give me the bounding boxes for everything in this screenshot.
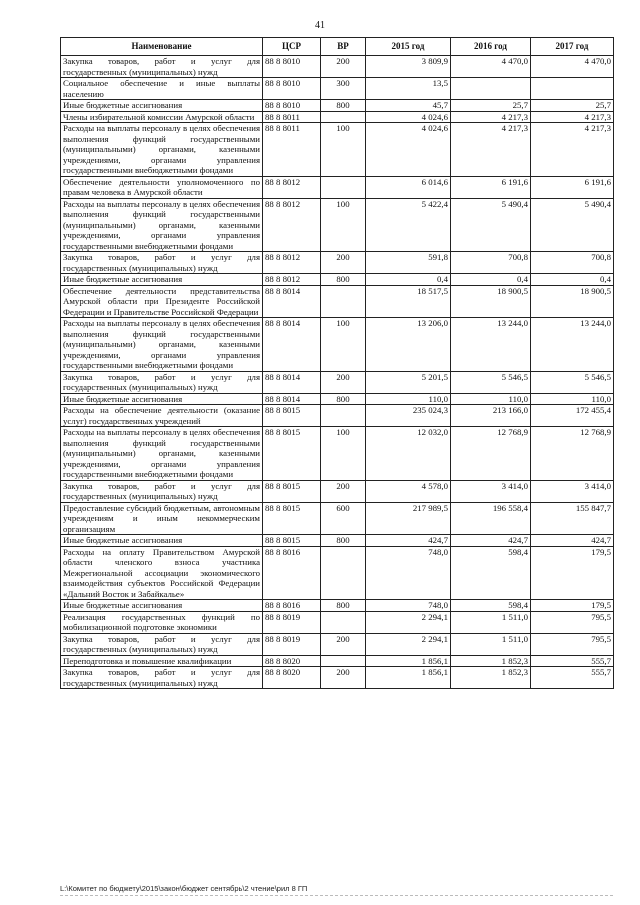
row-name-cell: Иные бюджетные ассигнования bbox=[61, 535, 263, 547]
row-vr-cell bbox=[321, 611, 366, 633]
row-csr-cell: 88 8 8020 bbox=[263, 667, 321, 689]
row-vr-cell: 200 bbox=[321, 56, 366, 78]
row-csr-cell: 88 8 8014 bbox=[263, 318, 321, 372]
row-csr-cell: 88 8 8012 bbox=[263, 176, 321, 198]
row-name-cell: Закупка товаров, работ и услуг для государственных (муниципальных) нужд bbox=[61, 480, 263, 502]
row-name-cell: Расходы на обеспечение деятельности (оказание услуг) государственных учреждений bbox=[61, 405, 263, 427]
row-2015-cell: 13,5 bbox=[366, 78, 451, 100]
table-row bbox=[61, 502, 614, 535]
table-row bbox=[61, 274, 614, 286]
row-vr-cell: 800 bbox=[321, 274, 366, 286]
row-2016-cell: 196 558,4 bbox=[451, 502, 531, 535]
row-csr-cell: 88 8 8010 bbox=[263, 56, 321, 78]
row-name-cell: Обеспечение деятельности представительства Амурской области при Президенте Российской Федерации и Правительстве Российской Федерации bbox=[61, 285, 263, 318]
row-2015-cell: 748,0 bbox=[366, 600, 451, 612]
row-2016-cell: 18 900,5 bbox=[451, 285, 531, 318]
row-csr-cell: 88 8 8012 bbox=[263, 274, 321, 286]
row-vr-cell: 600 bbox=[321, 502, 366, 535]
row-2016-cell: 4 470,0 bbox=[451, 56, 531, 78]
row-2016-cell: 3 414,0 bbox=[451, 480, 531, 502]
row-2016-cell: 1 852,3 bbox=[451, 655, 531, 667]
row-2015-cell: 235 024,3 bbox=[366, 405, 451, 427]
row-name-cell: Иные бюджетные ассигнования bbox=[61, 393, 263, 405]
table-row bbox=[61, 611, 614, 633]
table-row bbox=[61, 633, 614, 655]
row-name-cell: Обеспечение деятельности уполномоченного по правам человека в Амурской области bbox=[61, 176, 263, 198]
row-2017-cell: 795,5 bbox=[531, 611, 614, 633]
table-row bbox=[61, 285, 614, 318]
row-2016-cell: 424,7 bbox=[451, 535, 531, 547]
row-name-cell: Расходы на выплаты персоналу в целях обеспечения выполнения функций государственными (муниципальными) органами, казенными учреждениями, органами управления государственными внебюджетными фондами bbox=[61, 198, 263, 252]
row-2015-cell: 5 201,5 bbox=[366, 371, 451, 393]
row-vr-cell: 800 bbox=[321, 393, 366, 405]
row-2016-cell: 5 546,5 bbox=[451, 371, 531, 393]
row-csr-cell: 88 8 8010 bbox=[263, 100, 321, 112]
row-2017-cell: 110,0 bbox=[531, 393, 614, 405]
row-2016-cell: 1 511,0 bbox=[451, 611, 531, 633]
table-row bbox=[61, 405, 614, 427]
row-csr-cell: 88 8 8015 bbox=[263, 427, 321, 481]
row-2016-cell: 110,0 bbox=[451, 393, 531, 405]
header-name: Наименование bbox=[61, 38, 263, 56]
row-vr-cell: 800 bbox=[321, 535, 366, 547]
row-2016-cell: 700,8 bbox=[451, 252, 531, 274]
row-vr-cell: 300 bbox=[321, 78, 366, 100]
row-2015-cell: 217 989,5 bbox=[366, 502, 451, 535]
row-2017-cell: 3 414,0 bbox=[531, 480, 614, 502]
row-name-cell: Предоставление субсидий бюджетным, автономным учреждениям и иным некоммерческим организациям bbox=[61, 502, 263, 535]
row-vr-cell bbox=[321, 546, 366, 600]
file-path-footer: L:\Комитет по бюджету\2015\закон\бюджет сентябрь\2 чтение\рил 8 ГП bbox=[60, 884, 308, 893]
row-2017-cell: 700,8 bbox=[531, 252, 614, 274]
row-2015-cell: 18 517,5 bbox=[366, 285, 451, 318]
row-csr-cell: 88 8 8016 bbox=[263, 546, 321, 600]
row-vr-cell bbox=[321, 285, 366, 318]
row-2017-cell: 155 847,7 bbox=[531, 502, 614, 535]
row-name-cell: Расходы на выплаты персоналу в целях обеспечения выполнения функций государственными (муниципальными) органами, казенными учреждениями, органами управления государственными внебюджетными фондами bbox=[61, 427, 263, 481]
row-2017-cell: 424,7 bbox=[531, 535, 614, 547]
row-2016-cell: 12 768,9 bbox=[451, 427, 531, 481]
header-csr: ЦСР bbox=[263, 38, 321, 56]
row-2017-cell: 179,5 bbox=[531, 546, 614, 600]
row-2016-cell: 4 217,3 bbox=[451, 123, 531, 177]
row-name-cell: Расходы на выплаты персоналу в целях обеспечения выполнения функций государственными (муниципальными) органами, казенными учреждениями, органами управления государственными внебюджетными фондами bbox=[61, 318, 263, 372]
row-2017-cell: 13 244,0 bbox=[531, 318, 614, 372]
row-name-cell: Члены избирательной комиссии Амурской области bbox=[61, 111, 263, 123]
table-row bbox=[61, 600, 614, 612]
row-csr-cell: 88 8 8011 bbox=[263, 111, 321, 123]
row-csr-cell: 88 8 8015 bbox=[263, 535, 321, 547]
row-vr-cell: 200 bbox=[321, 480, 366, 502]
table-row bbox=[61, 546, 614, 600]
row-2016-cell: 1 852,3 bbox=[451, 667, 531, 689]
row-csr-cell: 88 8 8012 bbox=[263, 198, 321, 252]
row-2015-cell: 110,0 bbox=[366, 393, 451, 405]
table-row bbox=[61, 480, 614, 502]
row-2016-cell: 6 191,6 bbox=[451, 176, 531, 198]
row-vr-cell: 800 bbox=[321, 600, 366, 612]
row-csr-cell: 88 8 8016 bbox=[263, 600, 321, 612]
row-name-cell: Закупка товаров, работ и услуг для государственных (муниципальных) нужд bbox=[61, 371, 263, 393]
row-csr-cell: 88 8 8014 bbox=[263, 371, 321, 393]
row-name-cell: Закупка товаров, работ и услуг для государственных (муниципальных) нужд bbox=[61, 633, 263, 655]
row-vr-cell: 200 bbox=[321, 667, 366, 689]
table-row bbox=[61, 123, 614, 177]
row-2016-cell: 5 490,4 bbox=[451, 198, 531, 252]
table-row bbox=[61, 252, 614, 274]
row-vr-cell bbox=[321, 655, 366, 667]
row-2017-cell: 555,7 bbox=[531, 655, 614, 667]
row-2016-cell: 25,7 bbox=[451, 100, 531, 112]
row-2017-cell: 5 490,4 bbox=[531, 198, 614, 252]
row-name-cell: Расходы на выплаты персоналу в целях обеспечения выполнения функций государственными (муниципальными) органами, казенными учреждениями, органами управления государственными внебюджетными фондами bbox=[61, 123, 263, 177]
table-row bbox=[61, 318, 614, 372]
row-2015-cell: 0,4 bbox=[366, 274, 451, 286]
row-2015-cell: 5 422,4 bbox=[366, 198, 451, 252]
row-2015-cell: 1 856,1 bbox=[366, 667, 451, 689]
page-number: 41 bbox=[315, 20, 325, 31]
row-2015-cell: 591,8 bbox=[366, 252, 451, 274]
row-name-cell: Закупка товаров, работ и услуг для государственных (муниципальных) нужд bbox=[61, 252, 263, 274]
row-name-cell: Реализация государственных функций по мобилизационной подготовке экономики bbox=[61, 611, 263, 633]
row-vr-cell: 100 bbox=[321, 198, 366, 252]
row-csr-cell: 88 8 8015 bbox=[263, 502, 321, 535]
row-vr-cell bbox=[321, 405, 366, 427]
row-name-cell: Закупка товаров, работ и услуг для государственных (муниципальных) нужд bbox=[61, 56, 263, 78]
row-name-cell: Иные бюджетные ассигнования bbox=[61, 274, 263, 286]
row-2017-cell: 18 900,5 bbox=[531, 285, 614, 318]
budget-table bbox=[60, 37, 614, 689]
row-2015-cell: 2 294,1 bbox=[366, 611, 451, 633]
row-2017-cell: 6 191,6 bbox=[531, 176, 614, 198]
row-vr-cell: 100 bbox=[321, 123, 366, 177]
row-2015-cell: 4 578,0 bbox=[366, 480, 451, 502]
row-name-cell: Расходы на оплату Правительством Амурской области членского взноса участника Межрегиональной ассоциации экономического взаимодействия субъектов Российской Федерации «Дальний Восток и Забайкалье» bbox=[61, 546, 263, 600]
row-2017-cell: 4 217,3 bbox=[531, 123, 614, 177]
table-row bbox=[61, 78, 614, 100]
header-2015: 2015 год bbox=[366, 38, 451, 56]
table-row bbox=[61, 667, 614, 689]
row-name-cell: Иные бюджетные ассигнования bbox=[61, 100, 263, 112]
row-2017-cell: 555,7 bbox=[531, 667, 614, 689]
row-2017-cell: 12 768,9 bbox=[531, 427, 614, 481]
row-2015-cell: 748,0 bbox=[366, 546, 451, 600]
row-2015-cell: 4 024,6 bbox=[366, 111, 451, 123]
table-row bbox=[61, 100, 614, 112]
row-vr-cell bbox=[321, 111, 366, 123]
header-2017: 2017 год bbox=[531, 38, 614, 56]
row-vr-cell: 200 bbox=[321, 633, 366, 655]
row-2015-cell: 12 032,0 bbox=[366, 427, 451, 481]
header-2016: 2016 год bbox=[451, 38, 531, 56]
row-2017-cell: 5 546,5 bbox=[531, 371, 614, 393]
row-2015-cell: 1 856,1 bbox=[366, 655, 451, 667]
table-row bbox=[61, 56, 614, 78]
row-2015-cell: 424,7 bbox=[366, 535, 451, 547]
row-2017-cell: 172 455,4 bbox=[531, 405, 614, 427]
row-csr-cell: 88 8 8011 bbox=[263, 123, 321, 177]
row-2016-cell bbox=[451, 78, 531, 100]
row-2017-cell: 25,7 bbox=[531, 100, 614, 112]
row-2017-cell: 0,4 bbox=[531, 274, 614, 286]
row-2016-cell: 0,4 bbox=[451, 274, 531, 286]
table-row bbox=[61, 655, 614, 667]
header-vr: ВР bbox=[321, 38, 366, 56]
table-row bbox=[61, 393, 614, 405]
row-2017-cell: 179,5 bbox=[531, 600, 614, 612]
row-2015-cell: 4 024,6 bbox=[366, 123, 451, 177]
row-2015-cell: 2 294,1 bbox=[366, 633, 451, 655]
row-2015-cell: 13 206,0 bbox=[366, 318, 451, 372]
table-row bbox=[61, 371, 614, 393]
row-csr-cell: 88 8 8015 bbox=[263, 405, 321, 427]
row-2017-cell: 795,5 bbox=[531, 633, 614, 655]
row-2017-cell bbox=[531, 78, 614, 100]
row-2016-cell: 4 217,3 bbox=[451, 111, 531, 123]
row-name-cell: Социальное обеспечение и иные выплаты населению bbox=[61, 78, 263, 100]
row-vr-cell bbox=[321, 176, 366, 198]
table-row bbox=[61, 427, 614, 481]
table-row bbox=[61, 198, 614, 252]
header-row bbox=[61, 38, 614, 56]
row-csr-cell: 88 8 8014 bbox=[263, 285, 321, 318]
row-csr-cell: 88 8 8014 bbox=[263, 393, 321, 405]
row-2017-cell: 4 470,0 bbox=[531, 56, 614, 78]
row-vr-cell: 100 bbox=[321, 318, 366, 372]
row-2016-cell: 598,4 bbox=[451, 600, 531, 612]
row-vr-cell: 100 bbox=[321, 427, 366, 481]
row-csr-cell: 88 8 8019 bbox=[263, 611, 321, 633]
row-vr-cell: 200 bbox=[321, 371, 366, 393]
row-2016-cell: 1 511,0 bbox=[451, 633, 531, 655]
row-csr-cell: 88 8 8010 bbox=[263, 78, 321, 100]
row-csr-cell: 88 8 8020 bbox=[263, 655, 321, 667]
row-2016-cell: 13 244,0 bbox=[451, 318, 531, 372]
row-2015-cell: 6 014,6 bbox=[366, 176, 451, 198]
row-2016-cell: 213 166,0 bbox=[451, 405, 531, 427]
row-2015-cell: 3 809,9 bbox=[366, 56, 451, 78]
page-bottom-rule bbox=[60, 895, 613, 896]
row-2017-cell: 4 217,3 bbox=[531, 111, 614, 123]
table-row bbox=[61, 111, 614, 123]
row-csr-cell: 88 8 8012 bbox=[263, 252, 321, 274]
row-name-cell: Иные бюджетные ассигнования bbox=[61, 600, 263, 612]
row-vr-cell: 200 bbox=[321, 252, 366, 274]
row-csr-cell: 88 8 8019 bbox=[263, 633, 321, 655]
row-name-cell: Закупка товаров, работ и услуг для государственных (муниципальных) нужд bbox=[61, 667, 263, 689]
table-row bbox=[61, 176, 614, 198]
row-csr-cell: 88 8 8015 bbox=[263, 480, 321, 502]
row-vr-cell: 800 bbox=[321, 100, 366, 112]
table-row bbox=[61, 535, 614, 547]
row-name-cell: Переподготовка и повышение квалификации bbox=[61, 655, 263, 667]
row-2015-cell: 45,7 bbox=[366, 100, 451, 112]
row-2016-cell: 598,4 bbox=[451, 546, 531, 600]
